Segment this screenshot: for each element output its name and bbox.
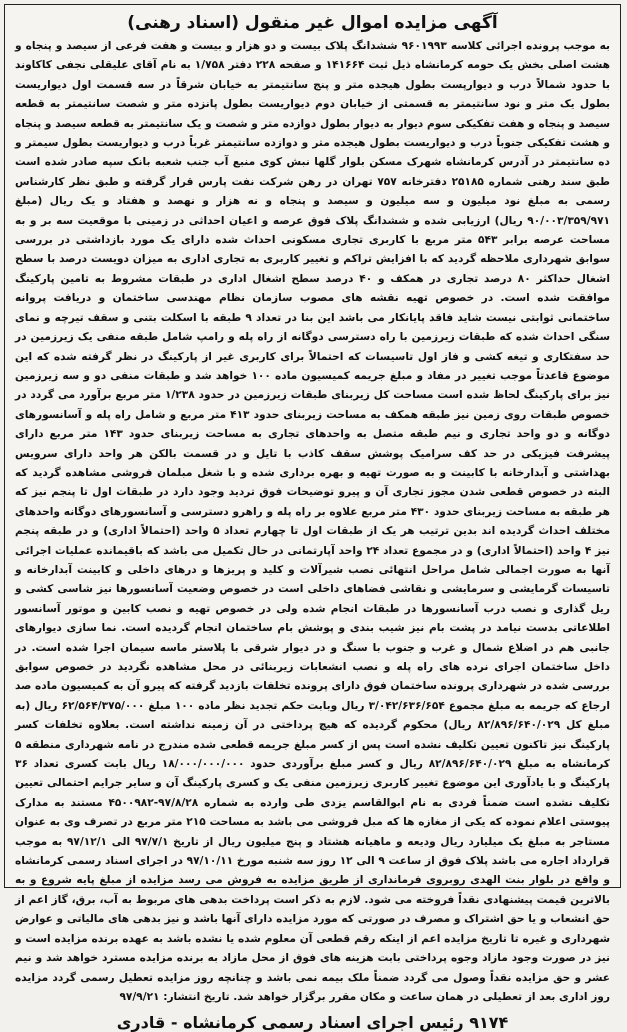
notice-body: به موجب پرونده اجرائی کلاسه ۹۶۰۱۹۹۳ ششدانگ پلاک بیست و دو هزار و بیست و هفت فرعی از سیصد و پنجاه و هشت اصلی بخش یک حومه کرمانشاه ذیل ثبت ۱۴۱۶۶۴ و صفحه ۲۲۸ دفتر ۱/۷۵۸ به نام آقای علیقلی نجفی کاکاوند با حدود شمالاً درب و دیوارپست بطول هیجده متر و پنج سانتیمتر به خیابان شرقاً در سه قسمت اول دیواریست بطول یک متر و نود سانتیمتر به قسمتی از خیابان دوم دیواریست بطول پانزده متر و شصت سانتیمتر به قطعه سیصد و پنجاه و هفت تفکیکی سوم دیوار به دیوار بطول دوازده متر و شصت و یک سانتیمتر به قطعه سیصد و پنجاه و هشت تفکیکی جنوباً درب و دیواریست بطول هیجده متر و دوازده سانتیمتر غرباً درب و دیواریست بطول سیمتر و ده سانتیمتر در آدرس کرمانشاه شهرک مسکن بلوار گلها نبش کوی منبع آب جنب شعبه بانک سپه صادر شده است طبق سند رهنی شماره ۲۵۱۸۵ دفترخانه ۷۵۷ تهران در رهن شرکت نفت پارس قرار گرفته و طبق نظر کارشناس رسمی به مبلغ نود میلیون و سه میلیون و سیصد و پنجاه و نه هزار و نهصد و هفتاد و یک ریال (مبلغ ۹۰/۰۰۳/۳۵۹/۹۷۱ ریال) ارزیابی شده و ششدانگ پلاک فوق عرصه و اعیان احداثی در زمینی با موقعیت سه بر و به مساحت عرصه برابر ۵۴۳ متر مربع با کاربری تجاری مسکونی احداث شده دارای یک مورد بازداشتی در بررسی سوابق شهرداری ملاحظه گردید که با افزایش تراکم و تغییر کاربری به تجاری اداری به میزان دویست درصد با سطح اشغال حداکثر ۸۰ درصد تجاری در همکف و ۴۰ درصد سطح اشغال اداری در طبقات مشروط به تامین پارکینگ موافقت شده است. در خصوص تهیه نقشه های مصوب سازمان نظام مهندسی ساختمان و دریافت پروانه ساختمانی ثوابتی نیست شاید فاقد پایانکار می باشد این بنا در تعداد ۹ طبقه با اسکلت بتنی و سقف تیرچه و نمای سنگی احداث شده که طبقات زیرزمین با راه دسترسی دوگانه از راه پله و رامپ شامل طبقه منفی یک زیرزمین در حد سفتکاری و تیغه کشی و فاز اول تاسیسات که احتمالاً برای کاربری غیر از پارکینگ در نظر گرفته شده که این موضوع قاعدتاً موجب تغییر در مفاد و مبلغ جریمه کمیسیون ماده ۱۰۰ خواهد شد و طبقات منفی دو و سه زیرزمین نیز برای پارکینگ لحاظ شده است مساحت کل زیربنای طبقات زیرزمین در حدود ۱/۲۳۸ متر مربع برآورد می گردد در خصوص طبقات روی زمین نیز طبقه همکف به مساحت زیربنای حدود ۴۱۳ متر مربع و شامل راه پله و آسانسورهای دوگانه و دو واحد تجاری و نیم طبقه متصل به واحدهای تجاری به مساحت زیربنای حدود ۱۴۳ متر مربع دارای پیشرفت فیزیکی در حد کف سرامیک پوشش سقف کاذب با تایل و در قسمت بالکن هر واحد دارای سرویس بهداشتی و آبدارخانه با کابینت و به صورت تهیه و بهره برداری شده و با شغل مبلمان فروشی مشاهده گردید که البته در خصوص قطعی شدن مجوز تجاری آن و پیرو توضیحات فوق تردید وجود دارد در طبقات اول تا پنجم نیز که هر طبقه به مساحت زیربنای حدود ۴۳۰ متر مربع علاوه بر راه پله و راهرو دسترسی و آسانسورهای دوگانه واحدهای مختلف احداث گردیده اند بدین ترتیب هر یک از طبقات اول تا چهارم تعداد ۵ واحد (احتمالاً اداری) و در طبقه پنجم نیز ۴ واحد (احتمالاً اداری) و در مجموع تعداد ۲۴ واحد آپارتمانی در حال تکمیل می باشد که باقیمانده عملیات اجرائی آنها به صورت اجمالی شامل مراحل انتهائی نصب شیرآلات و کلید و پریزها و درهای داخلی و کابینت آبدارخانه و تاسیسات گرمایشی و سرمایشی و نقاشی فضاهای داخلی است در خصوص وضعیت آسانسورها نیز شاسی کشی و ریل گذاری و نصب درب آسانسورها در طبقات انجام شده ولی در خصوص تهیه و نصب کابین و موتور آسانسور اطلاعاتی بدست نیامد در پشت بام نیز شیب بندی و پوشش بام ساختمان انجام گردیده است. نما سازی دیوارهای جانبی هم در اضلاع شمال و غرب و جنوب با سنگ و در دیوار شرقی با پلاستر ماسه سیمان اجرا شده است. در داخل ساختمان اجرای نرده های راه پله و نصب انشعابات زیربنائی در محل مشاهده نگردید در خصوص سوابق بررسی شده در شهرداری پرونده ساختمان فوق دارای پرونده تخلفات بازدید گرفته که پیرو آن به کمیسیون ماده صد ارجاع که جریمه به مبلغ مجموع ۳/۰۴۲/۶۳۶/۶۵۴ ریال وبابت حکم تجدید نظر ماده ۱۰۰ مبلغ ۶۲/۵۶۴/۳۷۵/۰۰۰ ریال (به مبلغ کل ۸۲/۸۹۶/۶۴۰/۰۲۹ ریال) محکوم گردیده که هیچ پرداختی در آن زمینه نداشته است. بعلاوه تخلفات کسر پارکینگ نیز تاکنون تعیین تکلیف نشده است پس از کسر مبلغ جریمه قطعی شده مندرج در نامه شهرداری منطقه ۵ کرمانشاه به مبلغ ۸۲/۸۹۶/۶۴۰/۰۲۹ ریال و کسر مبلغ برآوردی حدود ۱۸/۰۰۰/۰۰۰/۰۰۰ ریال بابت کسری تعداد ۳۶ پارکینگ و با یادآوری این موضوع تغییر کاربری زیرزمین منفی یک و کسری پارکینگ آن و سایر جرایم احتمالی تعیین تکلیف نشده است ضمناً فردی به نام ابوالقاسم یزدی طی وارده به شماره ۹۷/۸/۲۸-۴۵۰۰۹۸۲ مستند به مدارک پیوستی اعلام نموده که یکی از مغازه ها که مبل فروشی می باشد به مساحت ۲۱۵ متر مربع در تصرف وی به عنوان مستاجر به مبلغ یک میلیارد ریال ودیعه و ماهیانه هشتاد و پنج میلیون ریال از تاریخ ۹۷/۷/۱ الی ۹۷/۱۲/۱ به موجب قرارداد اجاره می باشد پلاک فوق از ساعت ۹ الی ۱۲ روز سه شنبه مورخ ۹۷/۱۰/۱۱ در اجرای اسناد رسمی کرمانشاه و واقع در بلوار بنت الهدی روبروی فرمانداری از طریق مزایده به فروش می رسد مزایده از مبلغ پایه شروع و به بالاترین قیمت پیشنهادی نقداً فروخته می شود. لازم به ذکر است پرداخت بدهی های مربوط به آب، برق، گاز اعم از حق انشعاب و یا حق اشتراک و مصرف در صورتی که مورد مزایده دارای آنها باشد و نیز بدهی های مالیاتی و عوارض شهرداری و غیره تا تاریخ مزایده اعم از اینکه رقم قطعی آن معلوم شده یا نشده باشد به عهده برنده مزایده است و نیز در صورت وجود مازاد وجوه پرداختی بابت هزینه های فوق از محل مازاد به برنده مزایده مسترد خواهد شد و نیم عشر و حق مزایده نقداً وصول می گردد ضمناً ملک بیمه نمی باشد و چنانچه روز مزایده تعطیل رسمی گردد مزایده روز اداری بعد از تعطیلی در همان ساعت و مکان مقرر برگزار خواهد شد. تاریخ انتشار: ۹۷/۹/۲۱	[15, 40, 611, 1003]
notice-title: آگهی مزایده اموال غیر منقول (اسناد رهنی)	[127, 13, 498, 33]
notice-signature: ۹۱۷۴ رئیس اجرای اسناد رسمی کرمانشاه - قادری	[116, 1013, 509, 1032]
auction-notice	[4, 4, 621, 1032]
